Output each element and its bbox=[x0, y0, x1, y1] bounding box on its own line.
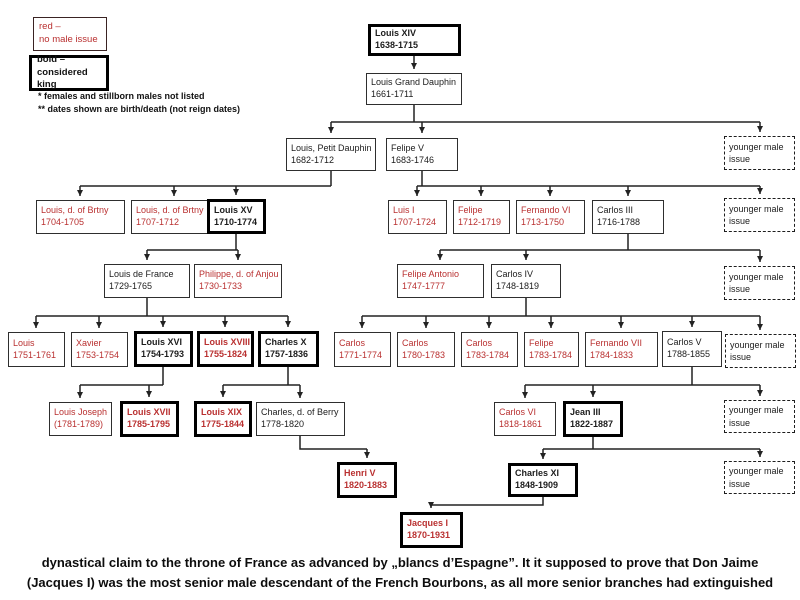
person-dates: 1848-1909 bbox=[515, 480, 559, 490]
person-dates: 1788-1855 bbox=[667, 349, 711, 359]
node-philippe-anjou bbox=[194, 264, 282, 298]
person-name: Carlos V bbox=[667, 337, 702, 348]
person-name: Louis XVIII bbox=[204, 337, 251, 348]
younger-male-issue-label: younger male issue bbox=[729, 405, 784, 428]
node-louis-joseph bbox=[49, 402, 112, 436]
footnote-2: ** dates shown are birth/death (not reign dates) bbox=[38, 104, 241, 114]
footnote-1: * females and stillborn males not listed bbox=[38, 91, 205, 101]
node-felipe-antonio bbox=[397, 264, 484, 298]
person-dates: 1757-1836 bbox=[265, 349, 309, 359]
person-name: Louis XIV bbox=[375, 28, 417, 39]
person-name: Fernando VI bbox=[521, 205, 571, 216]
person-dates: 1755-1824 bbox=[204, 349, 248, 359]
node-louis-xiv bbox=[368, 24, 461, 56]
person-name: Carlos bbox=[402, 337, 429, 348]
person-dates: 1730-1733 bbox=[199, 281, 243, 291]
person-name: Jean III bbox=[570, 407, 601, 418]
legend-bold-line1: bold – bbox=[37, 53, 65, 65]
person-dates: 1683-1746 bbox=[391, 154, 435, 165]
younger-male-issue-label: younger male issue bbox=[730, 339, 785, 362]
node-louis-xvii bbox=[120, 401, 179, 437]
person-dates: 1783-1784 bbox=[529, 349, 573, 360]
person-name: Felipe bbox=[458, 205, 483, 216]
person-dates: 1778-1820 bbox=[261, 419, 305, 429]
person-dates: (1781-1789) bbox=[54, 419, 104, 429]
person-dates: 1682-1712 bbox=[291, 154, 335, 165]
node-henri-v bbox=[337, 462, 397, 498]
person-dates: 1818-1861 bbox=[499, 419, 543, 429]
person-name: Louis XVI bbox=[141, 337, 183, 348]
node-louis-brittany-1 bbox=[36, 200, 125, 234]
legend-red-box bbox=[33, 17, 107, 51]
person-name: Louis XVII bbox=[127, 407, 171, 418]
person-dates: 1751-1761 bbox=[13, 349, 57, 360]
person-name: Carlos bbox=[466, 337, 493, 348]
younger-male-issue-label: younger male issue bbox=[729, 271, 784, 294]
person-dates: 1661-1711 bbox=[371, 89, 414, 99]
person-dates: 1712-1719 bbox=[458, 217, 502, 227]
node-felipe-v bbox=[386, 138, 458, 171]
node-louis-brittany-2 bbox=[131, 200, 218, 234]
node-luis-i bbox=[388, 200, 447, 234]
person-name: Charles X bbox=[265, 337, 307, 348]
node-louis-1751 bbox=[8, 332, 65, 367]
node-louis-xv bbox=[207, 199, 266, 234]
person-dates: 1820-1883 bbox=[344, 480, 388, 490]
node-carlos-v bbox=[662, 331, 722, 367]
person-name: Fernando VII bbox=[590, 337, 643, 348]
node-felipe-1712 bbox=[453, 200, 510, 234]
node-louis-de-france bbox=[104, 264, 190, 298]
node-louis-petit-dauphin bbox=[286, 138, 376, 171]
person-dates: 1783-1784 bbox=[466, 349, 510, 360]
person-name: Louis, d. of Brtny bbox=[136, 205, 204, 216]
younger-male-issue-box-5 bbox=[724, 400, 795, 433]
person-dates: 1710-1774 bbox=[214, 216, 258, 227]
person-name: Louis XIX bbox=[201, 407, 243, 418]
person-name: Louis, d. of Brtny bbox=[41, 205, 109, 216]
node-louis-xvi bbox=[134, 331, 193, 367]
person-dates: 1775-1844 bbox=[201, 419, 245, 429]
node-felipe-1783 bbox=[524, 332, 579, 367]
person-dates: 1785-1795 bbox=[127, 419, 171, 429]
person-name: Philippe, d. of Anjou bbox=[199, 269, 279, 280]
node-jean-iii bbox=[563, 401, 623, 437]
person-name: Felipe V bbox=[391, 142, 425, 153]
person-name: Carlos bbox=[339, 337, 366, 348]
person-name: Louis Joseph bbox=[54, 407, 108, 418]
node-xavier bbox=[71, 332, 128, 367]
person-name: Xavier bbox=[76, 337, 102, 348]
person-name: Louis de France bbox=[109, 269, 174, 280]
node-carlos-1783 bbox=[461, 332, 518, 367]
younger-male-issue-label: younger male issue bbox=[729, 466, 784, 489]
younger-male-issue-label: younger male issue bbox=[729, 203, 784, 226]
node-fernando-vii bbox=[585, 332, 658, 367]
node-louis-xviii bbox=[197, 331, 254, 367]
person-name: Charles XI bbox=[515, 468, 560, 479]
node-charles-berry bbox=[256, 402, 345, 436]
node-fernando-vi bbox=[516, 200, 585, 234]
person-dates: 1753-1754 bbox=[76, 349, 120, 360]
legend-red-line2: no male issue bbox=[39, 34, 98, 45]
person-name: Carlos III bbox=[597, 205, 634, 216]
node-carlos-iii bbox=[592, 200, 664, 234]
node-carlos-iv bbox=[491, 264, 561, 298]
person-dates: 1870-1931 bbox=[407, 530, 451, 540]
person-dates: 1822-1887 bbox=[570, 419, 614, 429]
node-charles-xi bbox=[508, 463, 578, 497]
younger-male-issue-box-3 bbox=[724, 266, 795, 300]
person-name: Louis bbox=[13, 337, 35, 348]
person-name: Henri V bbox=[344, 468, 376, 479]
caption-line2: (Jacques I) was the most senior male descendant of the French Bourbons, as all more senior branches had extinguished bbox=[26, 575, 774, 591]
younger-male-issue-box-6 bbox=[724, 461, 795, 494]
person-name: Luis I bbox=[393, 205, 415, 216]
person-dates: 1729-1765 bbox=[109, 281, 153, 291]
node-jacques-i bbox=[400, 512, 463, 548]
person-name: Felipe bbox=[529, 337, 554, 348]
caption-line1: dynastical claim to the throne of France as advanced by „blancs d’Espagne”. It it supposed to prove that Don Jaime bbox=[41, 555, 759, 570]
person-name: Jacques I bbox=[407, 518, 449, 529]
person-dates: 1707-1724 bbox=[393, 217, 437, 227]
person-dates: 1747-1777 bbox=[402, 281, 446, 291]
person-dates: 1704-1705 bbox=[41, 217, 85, 227]
younger-male-issue-box-4 bbox=[725, 334, 796, 368]
person-dates: 1771-1774 bbox=[339, 349, 383, 360]
person-name: Louis, Petit Dauphin bbox=[291, 142, 372, 153]
legend-red-line1: red – bbox=[39, 21, 61, 33]
person-dates: 1784-1833 bbox=[590, 349, 634, 360]
person-dates: 1716-1788 bbox=[597, 217, 641, 227]
person-name: Felipe Antonio bbox=[402, 269, 460, 280]
person-name: Carlos IV bbox=[496, 269, 534, 280]
person-dates: 1707-1712 bbox=[136, 217, 180, 227]
person-dates: 1754-1793 bbox=[141, 349, 185, 359]
node-louis-xix bbox=[194, 401, 252, 437]
node-carlos-1771 bbox=[334, 332, 391, 367]
younger-male-issue-box-1 bbox=[724, 136, 795, 170]
person-dates: 1748-1819 bbox=[496, 281, 540, 291]
person-name: Louis Grand Dauphin bbox=[371, 77, 457, 88]
person-name: Louis XV bbox=[214, 204, 253, 215]
node-charles-x bbox=[258, 331, 319, 367]
caption bbox=[0, 553, 800, 593]
person-dates: 1780-1783 bbox=[402, 349, 446, 360]
node-carlos-1780 bbox=[397, 332, 455, 367]
node-carlos-vi bbox=[494, 402, 556, 436]
legend-bold-line2: considered king bbox=[37, 66, 88, 91]
younger-male-issue-box-2 bbox=[724, 198, 795, 232]
person-dates: 1638-1715 bbox=[375, 40, 419, 50]
person-dates: 1713-1750 bbox=[521, 217, 565, 227]
node-louis-grand-dauphin bbox=[366, 73, 462, 105]
younger-male-issue-label: younger male issue bbox=[729, 141, 784, 164]
person-name: Carlos VI bbox=[499, 407, 537, 418]
legend-bold-box bbox=[29, 55, 109, 91]
person-name: Charles, d. of Berry bbox=[261, 407, 339, 418]
